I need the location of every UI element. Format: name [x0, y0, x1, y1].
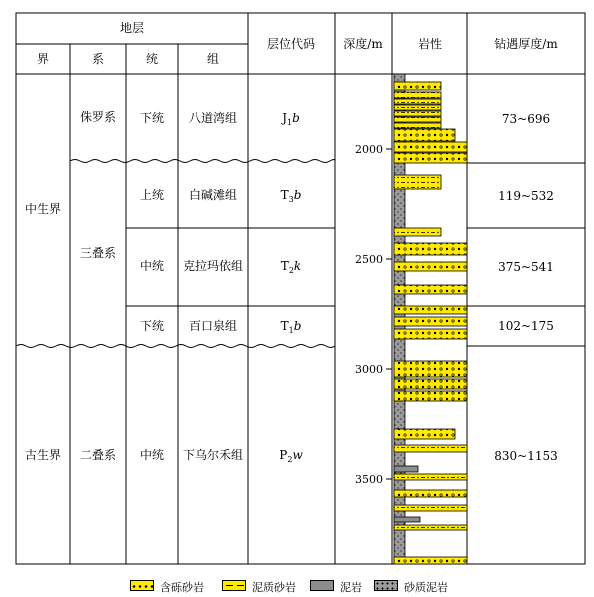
unit-thickness: 102~175: [498, 319, 554, 333]
muddy-sandstone-bed: [394, 92, 441, 98]
mudstone-swatch: [310, 580, 334, 591]
pebbly-sandstone-bed: [394, 82, 441, 90]
legend-label: 泥岩: [340, 581, 362, 594]
era-paleozoic: 古生界: [24, 448, 62, 462]
sandy-mudstone-swatch: [374, 580, 398, 591]
header-lithology: 岩性: [417, 37, 443, 51]
unit-code: $T_3b$: [280, 188, 302, 204]
muddy-sandstone-bed: [394, 505, 467, 511]
unit-zu: 下乌尔禾组: [182, 448, 244, 462]
header-strata: 地层: [119, 21, 145, 35]
unit-zu: 八道湾组: [188, 111, 238, 125]
pebbly-sandstone-bed: [394, 429, 455, 439]
unit-tong: 中统: [139, 259, 165, 273]
header-thickness: 钻遇厚度/m: [494, 37, 558, 51]
unit-thickness: 73~696: [501, 112, 551, 126]
unit-tong: 下统: [139, 111, 165, 125]
unconformity-permian-triassic: [16, 345, 335, 348]
depth-label: 2500: [355, 253, 383, 266]
depth-axis: [355, 143, 392, 486]
header-tong: 统: [145, 52, 159, 66]
unit-zu: 克拉玛依组: [182, 259, 244, 273]
muddy-sandstone-bed: [394, 525, 467, 530]
pebbly-sandstone-bed: [394, 129, 455, 141]
header-xi: 系: [91, 52, 105, 66]
pebbly-sandstone-bed: [394, 306, 467, 314]
muddy-sandstone-bed: [394, 105, 441, 110]
pebbly-sandstone-bed: [394, 379, 467, 389]
pebbly-sandstone-bed: [394, 153, 467, 163]
depth-label: 2000: [355, 143, 383, 156]
header-zu: 组: [206, 52, 220, 66]
table-header: [37, 20, 558, 66]
unit-zu: 百口泉组: [188, 319, 238, 333]
system-permian: 二叠系: [79, 448, 117, 462]
unconformity-jurassic-triassic: [70, 160, 335, 163]
unit-tong: 中统: [139, 448, 165, 462]
header-code: 层位代码: [266, 37, 316, 51]
unit-thickness: 375~541: [498, 260, 554, 274]
muddy-sandstone-bed: [394, 474, 467, 480]
table-grid: [16, 13, 585, 564]
pebbly-sandstone-bed: [394, 285, 467, 294]
legend-label: 含砾砂岩: [160, 581, 204, 594]
header-depth: 深度/m: [343, 37, 383, 51]
mudstone-bed: [394, 466, 418, 472]
pebbly-sandstone-bed: [394, 262, 467, 271]
pebbly-sandstone-bed: [394, 361, 467, 377]
muddy-sandstone-bed: [394, 111, 441, 116]
muddy-sandstone-bed: [394, 123, 441, 128]
header-jie: 界: [36, 52, 50, 66]
unit-code: $T_1b$: [280, 319, 302, 335]
pebbly-sandstone-bed: [394, 391, 467, 401]
system-triassic: 三叠系: [79, 246, 117, 260]
muddy-sandstone-bed: [394, 228, 441, 236]
pebbly-sandstone-bed: [394, 329, 467, 339]
unit-thickness: 830~1153: [494, 449, 558, 463]
unit-code: $J_1b$: [282, 111, 300, 127]
muddy-sandstone-swatch: [222, 580, 246, 591]
muddy-sandstone-bed: [394, 99, 441, 104]
muddy-sandstone-bed: [394, 117, 441, 122]
unit-code: $T_2k$: [280, 259, 302, 275]
muddy-sandstone-bed: [394, 175, 441, 189]
pebbly-sandstone-swatch: [130, 580, 154, 591]
era-mesozoic: 中生界: [24, 202, 62, 216]
unit-tong: 下统: [139, 319, 165, 333]
legend-label: 泥质砂岩: [252, 581, 296, 594]
pebbly-sandstone-bed: [394, 317, 467, 326]
unit-zu: 白碱滩组: [188, 188, 238, 202]
unit-thickness: 119~532: [498, 189, 554, 203]
unit-tong: 上统: [139, 188, 165, 202]
pebbly-sandstone-bed: [394, 142, 467, 152]
pebbly-sandstone-bed: [394, 557, 467, 564]
muddy-sandstone-bed: [394, 445, 467, 452]
unit-code: $P_2w$: [279, 448, 303, 464]
depth-label: 3500: [355, 473, 383, 486]
system-jurassic: 侏罗系: [79, 110, 117, 124]
pebbly-sandstone-bed: [394, 243, 467, 255]
legend: [130, 578, 460, 594]
pebbly-sandstone-bed: [394, 490, 467, 497]
depth-label: 3000: [355, 363, 383, 376]
mudstone-bed: [394, 517, 420, 522]
legend-label: 砂质泥岩: [404, 581, 448, 594]
lithology-column: [394, 74, 467, 564]
